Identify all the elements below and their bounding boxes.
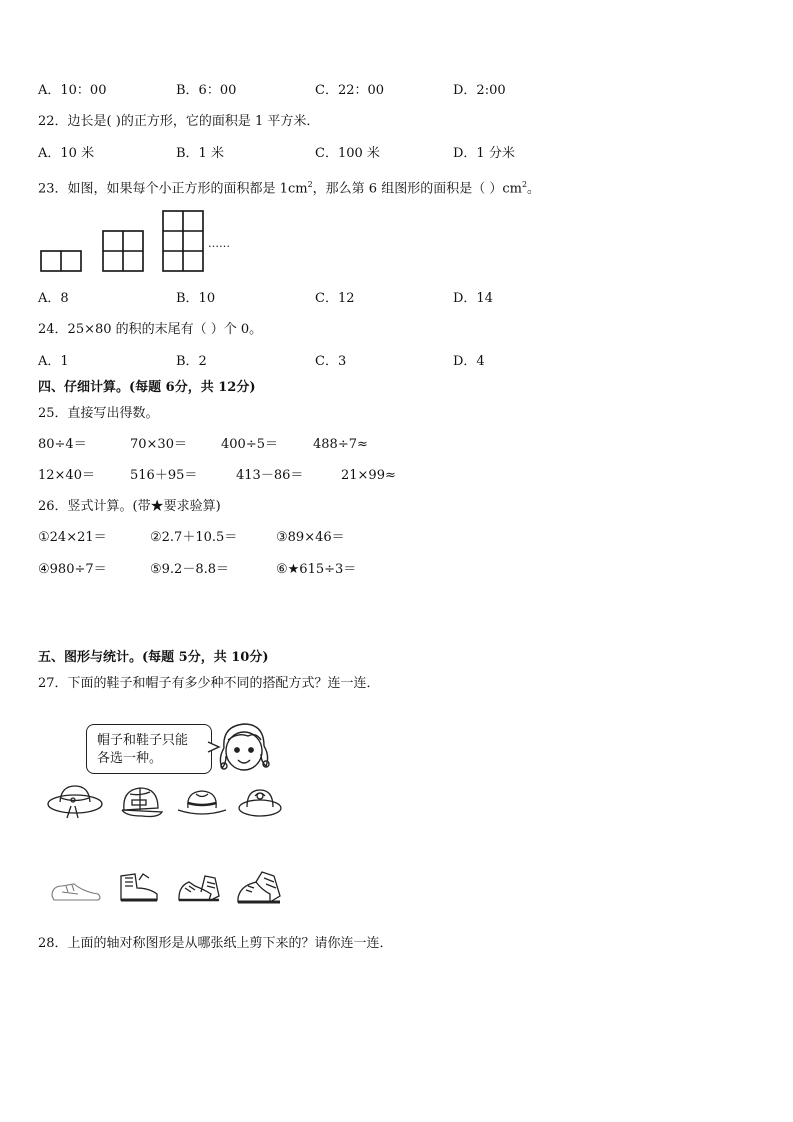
q25-item-1: 80÷4＝	[38, 437, 87, 452]
q21-option-d: D．2:00	[453, 83, 506, 98]
q25-item-7: 413－86＝	[236, 468, 304, 483]
section-4-title: 四、仔细计算。(每题 6分，共 12分)	[38, 380, 256, 395]
q26-item-4: ④980÷7＝	[38, 562, 107, 577]
q25-item-8: 21×99≈	[341, 468, 396, 483]
q24-option-b: B．2	[176, 354, 207, 369]
q23-option-a: A．8	[38, 291, 69, 306]
q23-stem-part2: ，那么第 6 组图形的面积是（ ）cm	[312, 181, 522, 197]
figure-group-3	[163, 211, 203, 271]
hat-1-icon	[45, 780, 105, 824]
q22-option-c: C．100 米	[315, 146, 380, 161]
q24-option-d: D．4	[453, 354, 485, 369]
q26-item-5: ⑤9.2－8.8＝	[150, 562, 230, 577]
q22-option-b: B．1 米	[176, 146, 224, 161]
q25-item-5: 12×40＝	[38, 468, 95, 483]
figure-group-1	[41, 251, 81, 271]
q23-stem-part1: 23．如图，如果每个小正方形的面积都是 1cm	[38, 181, 308, 197]
q23-stem	[38, 177, 540, 197]
q24-option-c: C．3	[315, 354, 347, 369]
girl-illustration	[214, 718, 272, 780]
q23-option-c: C．12	[315, 291, 355, 306]
q23-ellipsis: ……	[208, 237, 230, 250]
q24-stem: 24．25×80 的积的末尾有（ ）个 0。	[38, 322, 263, 337]
q23-superscript-1: 2	[307, 180, 313, 189]
q25-item-2: 70×30＝	[130, 437, 187, 452]
q23-option-d: D．14	[453, 291, 493, 306]
q26-item-6: ⑥★615÷3＝	[276, 562, 357, 577]
q21-option-c: C．22：00	[315, 83, 385, 98]
hat-3-icon	[176, 786, 228, 820]
q23-option-b: B．10	[176, 291, 216, 306]
q22-option-a: A．10 米	[38, 146, 95, 161]
q28-stem: 28．上面的轴对称图形是从哪张纸上剪下来的？请你连一连．	[38, 936, 393, 951]
q25-item-3: 400÷5＝	[221, 437, 278, 452]
q23-stem-part3: 。	[527, 181, 541, 197]
speech-bubble	[86, 724, 212, 774]
q26-stem: 26．竖式计算。(带★要求验算)	[38, 499, 221, 514]
q27-stem: 27．下面的鞋子和帽子有多少种不同的搭配方式？连一连．	[38, 676, 380, 691]
q22-option-d: D．1 分米	[453, 146, 515, 161]
q23-superscript-2: 2	[521, 180, 528, 189]
shoe-2-icon	[115, 866, 163, 908]
q25-item-6: 516＋95＝	[130, 468, 198, 483]
q21-option-b: B．6：00	[176, 83, 237, 98]
figure-group-2	[103, 231, 143, 271]
hat-4-icon	[236, 782, 284, 820]
q22-stem: 22．边长是( )的正方形，它的面积是 1 平方米．	[38, 114, 320, 129]
hat-2-icon	[118, 782, 164, 822]
shoe-1-icon	[48, 874, 104, 906]
shoe-4-icon	[234, 868, 284, 910]
q24-option-a: A．1	[38, 354, 69, 369]
q21-option-a: A．10：00	[38, 83, 107, 98]
q26-item-1: ①24×21＝	[38, 530, 107, 545]
q25-stem: 25．直接写出得数。	[38, 406, 159, 421]
section-5-title: 五、图形与统计。(每题 5分，共 10分)	[38, 650, 269, 665]
q26-item-3: ③89×46＝	[276, 530, 345, 545]
shoe-3-icon	[175, 868, 227, 908]
q26-item-2: ②2.7＋10.5＝	[150, 530, 238, 545]
speech-bubble-text: 帽子和鞋子只能 各选一种。	[97, 733, 189, 766]
q25-item-4: 488÷7≈	[313, 437, 368, 452]
